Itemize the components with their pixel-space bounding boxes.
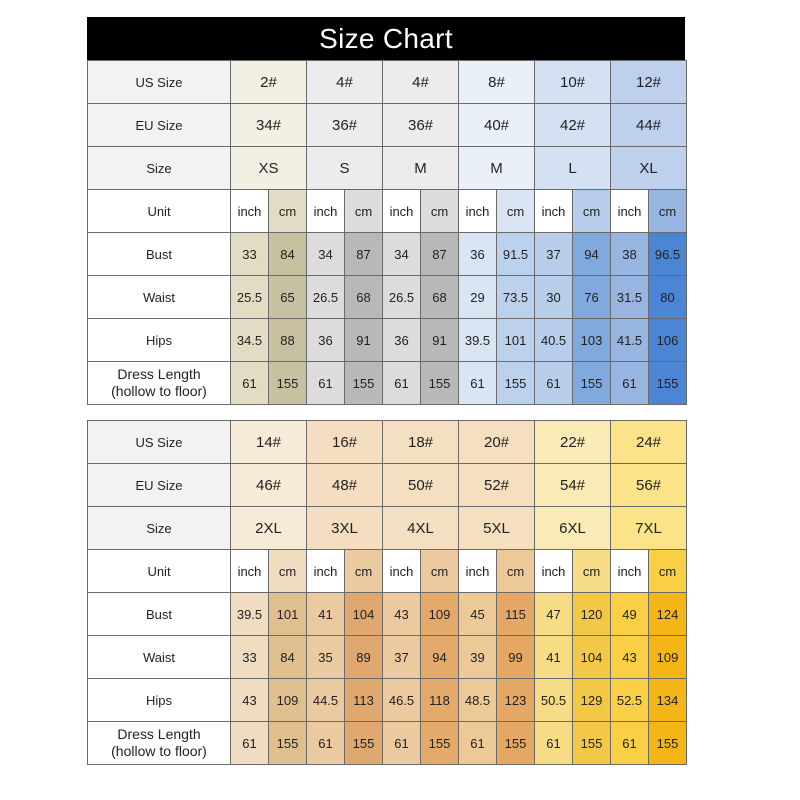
letter-size-cell: XL <box>611 147 687 190</box>
waist-cm-cell: 68 <box>345 276 383 319</box>
waist-cm-cell: 68 <box>421 276 459 319</box>
eu-size-row <box>88 104 687 147</box>
waist-inch-cell: 26.5 <box>307 276 345 319</box>
us-size-cell: 18# <box>383 421 459 464</box>
bust-cm-cell: 94 <box>573 233 611 276</box>
hips-inch-cell: 40.5 <box>535 319 573 362</box>
letter-size-cell: XS <box>231 147 307 190</box>
eu-size-cell: 46# <box>231 464 307 507</box>
bust-inch-cell: 39.5 <box>231 593 269 636</box>
waist-inch-cell: 35 <box>307 636 345 679</box>
waist-cm-cell: 73.5 <box>497 276 535 319</box>
bust-inch-cell: 36 <box>459 233 497 276</box>
letter-size-cell: 2XL <box>231 507 307 550</box>
size-chart-title: Size Chart <box>87 17 685 60</box>
eu-size-cell: 42# <box>535 104 611 147</box>
size-table-1 <box>87 60 687 405</box>
unit-cm-cell: cm <box>269 550 307 593</box>
length-inch-cell: 61 <box>459 362 497 405</box>
hips-label: Hips <box>88 319 231 362</box>
hips-inch-cell: 36 <box>307 319 345 362</box>
hips-row <box>88 319 687 362</box>
hips-label: Hips <box>88 679 231 722</box>
length-cm-cell: 155 <box>421 722 459 765</box>
waist-cm-cell: 104 <box>573 636 611 679</box>
waist-inch-cell: 33 <box>231 636 269 679</box>
hips-inch-cell: 50.5 <box>535 679 573 722</box>
unit-row <box>88 190 687 233</box>
dress-length-label-main: Dress Length <box>117 726 201 742</box>
eu-size-cell: 34# <box>231 104 307 147</box>
unit-inch-cell: inch <box>459 190 497 233</box>
eu-size-label: EU Size <box>88 104 231 147</box>
letter-size-label: Size <box>88 507 231 550</box>
us-size-cell: 16# <box>307 421 383 464</box>
waist-cm-cell: 84 <box>269 636 307 679</box>
bust-inch-cell: 43 <box>383 593 421 636</box>
hips-cm-cell: 113 <box>345 679 383 722</box>
eu-size-row <box>88 464 687 507</box>
unit-cm-cell: cm <box>649 550 687 593</box>
bust-inch-cell: 47 <box>535 593 573 636</box>
hips-cm-cell: 101 <box>497 319 535 362</box>
hips-inch-cell: 44.5 <box>307 679 345 722</box>
bust-inch-cell: 38 <box>611 233 649 276</box>
waist-inch-cell: 26.5 <box>383 276 421 319</box>
bust-row <box>88 233 687 276</box>
unit-cm-cell: cm <box>497 550 535 593</box>
waist-cm-cell: 99 <box>497 636 535 679</box>
waist-cm-cell: 109 <box>649 636 687 679</box>
hips-cm-cell: 91 <box>345 319 383 362</box>
hips-cm-cell: 134 <box>649 679 687 722</box>
unit-cm-cell: cm <box>345 190 383 233</box>
bust-inch-cell: 33 <box>231 233 269 276</box>
hips-inch-cell: 48.5 <box>459 679 497 722</box>
letter-size-cell: M <box>459 147 535 190</box>
dress-length-label-main: Dress Length <box>117 366 201 382</box>
unit-cm-cell: cm <box>573 190 611 233</box>
length-inch-cell: 61 <box>611 722 649 765</box>
waist-inch-cell: 29 <box>459 276 497 319</box>
letter-size-label: Size <box>88 147 231 190</box>
us-size-cell: 14# <box>231 421 307 464</box>
waist-label: Waist <box>88 636 231 679</box>
bust-cm-cell: 101 <box>269 593 307 636</box>
us-size-cell: 22# <box>535 421 611 464</box>
hips-inch-cell: 52.5 <box>611 679 649 722</box>
waist-inch-cell: 39 <box>459 636 497 679</box>
size-table-2 <box>87 420 687 765</box>
length-cm-cell: 155 <box>269 362 307 405</box>
letter-size-cell: 7XL <box>611 507 687 550</box>
hips-cm-cell: 88 <box>269 319 307 362</box>
waist-inch-cell: 41 <box>535 636 573 679</box>
hips-inch-cell: 41.5 <box>611 319 649 362</box>
dress-length-row <box>88 362 687 405</box>
us-size-row <box>88 421 687 464</box>
us-size-label: US Size <box>88 61 231 104</box>
dress-length-row <box>88 722 687 765</box>
dress-length-label <box>88 362 231 405</box>
length-inch-cell: 61 <box>383 722 421 765</box>
bust-cm-cell: 115 <box>497 593 535 636</box>
dress-length-label-sub: (hollow to floor) <box>111 383 207 399</box>
length-inch-cell: 61 <box>535 362 573 405</box>
hips-cm-cell: 103 <box>573 319 611 362</box>
us-size-cell: 12# <box>611 61 687 104</box>
bust-inch-cell: 49 <box>611 593 649 636</box>
waist-row <box>88 276 687 319</box>
us-size-cell: 20# <box>459 421 535 464</box>
bust-cm-cell: 104 <box>345 593 383 636</box>
bust-inch-cell: 41 <box>307 593 345 636</box>
waist-inch-cell: 31.5 <box>611 276 649 319</box>
bust-cm-cell: 87 <box>345 233 383 276</box>
unit-cm-cell: cm <box>497 190 535 233</box>
bust-inch-cell: 45 <box>459 593 497 636</box>
length-cm-cell: 155 <box>497 722 535 765</box>
hips-cm-cell: 118 <box>421 679 459 722</box>
unit-inch-cell: inch <box>383 550 421 593</box>
letter-size-cell: L <box>535 147 611 190</box>
us-size-cell: 8# <box>459 61 535 104</box>
length-inch-cell: 61 <box>231 722 269 765</box>
length-cm-cell: 155 <box>345 362 383 405</box>
unit-inch-cell: inch <box>459 550 497 593</box>
eu-size-label: EU Size <box>88 464 231 507</box>
us-size-cell: 4# <box>383 61 459 104</box>
bust-inch-cell: 34 <box>307 233 345 276</box>
length-inch-cell: 61 <box>611 362 649 405</box>
unit-label: Unit <box>88 190 231 233</box>
waist-row <box>88 636 687 679</box>
letter-size-cell: M <box>383 147 459 190</box>
us-size-cell: 2# <box>231 61 307 104</box>
hips-inch-cell: 39.5 <box>459 319 497 362</box>
letter-size-row <box>88 507 687 550</box>
unit-inch-cell: inch <box>307 550 345 593</box>
bust-inch-cell: 37 <box>535 233 573 276</box>
letter-size-cell: 5XL <box>459 507 535 550</box>
eu-size-cell: 48# <box>307 464 383 507</box>
length-cm-cell: 155 <box>573 362 611 405</box>
unit-inch-cell: inch <box>535 550 573 593</box>
unit-cm-cell: cm <box>269 190 307 233</box>
length-inch-cell: 61 <box>307 722 345 765</box>
unit-inch-cell: inch <box>231 190 269 233</box>
unit-inch-cell: inch <box>307 190 345 233</box>
hips-cm-cell: 129 <box>573 679 611 722</box>
bust-row <box>88 593 687 636</box>
unit-cm-cell: cm <box>421 550 459 593</box>
eu-size-cell: 40# <box>459 104 535 147</box>
unit-cm-cell: cm <box>345 550 383 593</box>
waist-inch-cell: 25.5 <box>231 276 269 319</box>
us-size-label: US Size <box>88 421 231 464</box>
waist-cm-cell: 65 <box>269 276 307 319</box>
hips-cm-cell: 123 <box>497 679 535 722</box>
length-cm-cell: 155 <box>269 722 307 765</box>
us-size-cell: 24# <box>611 421 687 464</box>
bust-cm-cell: 96.5 <box>649 233 687 276</box>
length-inch-cell: 61 <box>307 362 345 405</box>
bust-label: Bust <box>88 233 231 276</box>
unit-cm-cell: cm <box>573 550 611 593</box>
waist-cm-cell: 94 <box>421 636 459 679</box>
us-size-cell: 4# <box>307 61 383 104</box>
unit-inch-cell: inch <box>231 550 269 593</box>
waist-inch-cell: 43 <box>611 636 649 679</box>
length-inch-cell: 61 <box>231 362 269 405</box>
bust-label: Bust <box>88 593 231 636</box>
hips-inch-cell: 43 <box>231 679 269 722</box>
length-inch-cell: 61 <box>535 722 573 765</box>
waist-cm-cell: 76 <box>573 276 611 319</box>
letter-size-cell: 4XL <box>383 507 459 550</box>
letter-size-cell: 6XL <box>535 507 611 550</box>
length-cm-cell: 155 <box>573 722 611 765</box>
eu-size-cell: 54# <box>535 464 611 507</box>
letter-size-cell: 3XL <box>307 507 383 550</box>
length-cm-cell: 155 <box>649 722 687 765</box>
dress-length-label <box>88 722 231 765</box>
unit-inch-cell: inch <box>383 190 421 233</box>
length-cm-cell: 155 <box>345 722 383 765</box>
eu-size-cell: 36# <box>383 104 459 147</box>
waist-inch-cell: 37 <box>383 636 421 679</box>
length-inch-cell: 61 <box>459 722 497 765</box>
length-inch-cell: 61 <box>383 362 421 405</box>
length-cm-cell: 155 <box>497 362 535 405</box>
us-size-cell: 10# <box>535 61 611 104</box>
bust-cm-cell: 120 <box>573 593 611 636</box>
bust-cm-cell: 84 <box>269 233 307 276</box>
waist-cm-cell: 89 <box>345 636 383 679</box>
eu-size-cell: 50# <box>383 464 459 507</box>
length-cm-cell: 155 <box>649 362 687 405</box>
unit-inch-cell: inch <box>611 190 649 233</box>
waist-cm-cell: 80 <box>649 276 687 319</box>
hips-inch-cell: 34.5 <box>231 319 269 362</box>
bust-cm-cell: 87 <box>421 233 459 276</box>
unit-label: Unit <box>88 550 231 593</box>
eu-size-cell: 56# <box>611 464 687 507</box>
eu-size-cell: 36# <box>307 104 383 147</box>
letter-size-row <box>88 147 687 190</box>
unit-cm-cell: cm <box>421 190 459 233</box>
letter-size-cell: S <box>307 147 383 190</box>
hips-cm-cell: 91 <box>421 319 459 362</box>
waist-label: Waist <box>88 276 231 319</box>
hips-inch-cell: 46.5 <box>383 679 421 722</box>
eu-size-cell: 44# <box>611 104 687 147</box>
length-cm-cell: 155 <box>421 362 459 405</box>
unit-inch-cell: inch <box>535 190 573 233</box>
hips-row <box>88 679 687 722</box>
dress-length-label-sub: (hollow to floor) <box>111 743 207 759</box>
unit-cm-cell: cm <box>649 190 687 233</box>
unit-row <box>88 550 687 593</box>
hips-inch-cell: 36 <box>383 319 421 362</box>
waist-inch-cell: 30 <box>535 276 573 319</box>
bust-cm-cell: 124 <box>649 593 687 636</box>
bust-inch-cell: 34 <box>383 233 421 276</box>
hips-cm-cell: 106 <box>649 319 687 362</box>
bust-cm-cell: 109 <box>421 593 459 636</box>
unit-inch-cell: inch <box>611 550 649 593</box>
us-size-row <box>88 61 687 104</box>
bust-cm-cell: 91.5 <box>497 233 535 276</box>
eu-size-cell: 52# <box>459 464 535 507</box>
hips-cm-cell: 109 <box>269 679 307 722</box>
